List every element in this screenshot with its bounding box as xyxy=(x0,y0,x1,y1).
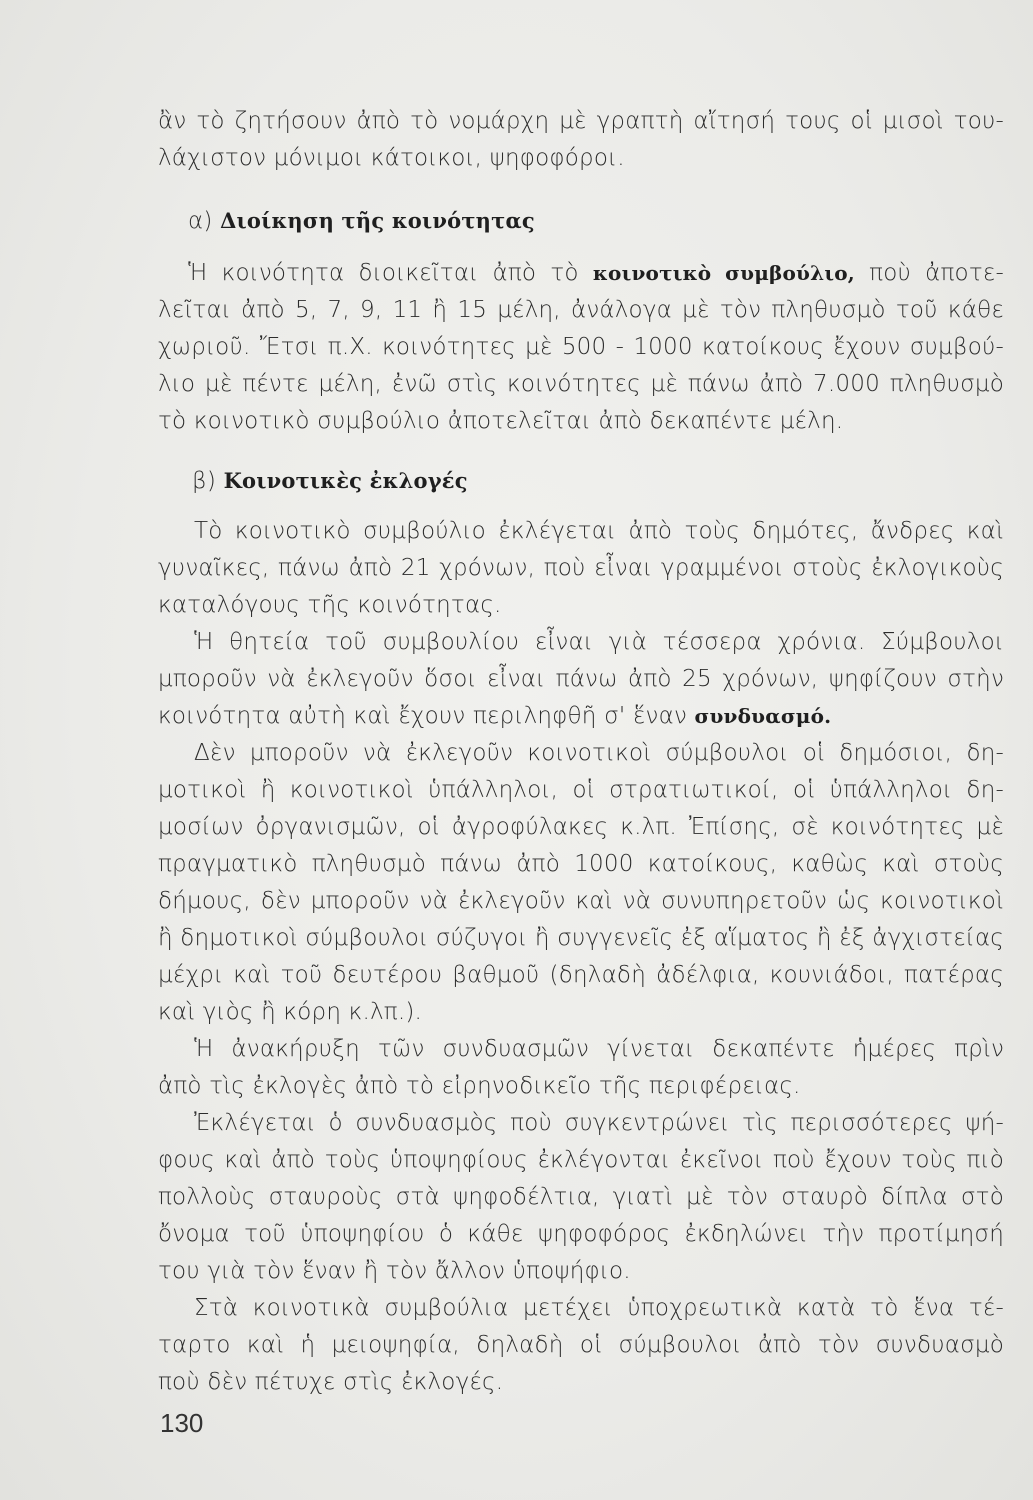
text-line: λιο μὲ πέντε μέλη, ἐνῶ στὶς κοινότητες μὲ πάνω ἀπὸ 7.000 πληθυσμὸ xyxy=(158,371,1004,397)
text-line: γυναῖκες, πάνω ἀπὸ 21 χρόνων, ποὺ εἶναι γραμμένοι στοὺς ἐκλογικοὺς xyxy=(158,555,1004,581)
key-term: συνδυασμό. xyxy=(694,704,832,728)
text-line: Τὸ κοινοτικὸ συμβούλιο ἐκλέγεται ἀπὸ τοὺς δημότες, ἄνδρες καὶ xyxy=(194,518,1004,544)
section-title: Διοίκηση τῆς κοινότητας xyxy=(220,208,535,233)
key-term: κοινοτικὸ συμβούλιο, xyxy=(592,261,855,285)
text-line: Δὲν μποροῦν νὰ ἐκλεγοῦν κοινοτικοὶ σύμβουλοι οἱ δημόσιοι, δη- xyxy=(194,740,1004,766)
page-number: 130 xyxy=(160,1408,204,1438)
text-line: μέχρι καὶ τοῦ δευτέρου βαθμοῦ (δηλαδὴ ἀδέλφια, κουνιάδοι, πατέρας xyxy=(158,962,1004,988)
text-line: δήμους, δὲν μποροῦν νὰ ἐκλεγοῦν καὶ νὰ συνυπηρετοῦν ὡς κοινοτικοὶ xyxy=(158,888,1004,914)
text-span: κοινότητα αὐτὴ καὶ ἔχουν περιληφθῆ σ' ἕναν xyxy=(158,703,687,729)
text-line: μοσίων ὀργανισμῶν, οἱ ἀγροφύλακες κ.λπ. Ἐπίσης, σὲ κοινότητες μὲ xyxy=(158,814,1004,840)
text-span: Ἡ κοινότητα διοικεῖται ἀπὸ τὸ xyxy=(188,260,579,286)
text-line: τὸ κοινοτικὸ συμβούλιο ἀποτελεῖται ἀπὸ δεκαπέντε μέλη. xyxy=(158,408,844,434)
text-line: ὄνομα τοῦ ὑποψηφίου ὁ κάθε ψηφοφόρος ἐκδηλώνει τὴν προτίμησή xyxy=(158,1221,1004,1247)
text-line xyxy=(158,703,831,729)
text-line: μποροῦν νὰ ἐκλεγοῦν ὅσοι εἶναι πάνω ἀπὸ 25 χρόνων, ψηφίζουν στὴν xyxy=(158,666,1004,692)
text-line: μοτικοὶ ἢ κοινοτικοὶ ὑπάλληλοι, οἱ στρατιωτικοί, οἱ ὑπάλληλοι δη- xyxy=(158,777,1004,803)
text-span: ποὺ ἀποτε- xyxy=(869,260,1005,286)
text-line: φους καὶ ἀπὸ τοὺς ὑποψηφίους ἐκλέγονται ἐκεῖνοι ποὺ ἔχουν τοὺς πιὸ xyxy=(158,1147,1004,1173)
text-line: καὶ γιὸς ἢ κόρη κ.λπ.). xyxy=(158,999,423,1025)
text-line: πραγματικὸ πληθυσμὸ πάνω ἀπὸ 1000 κατοίκους, καθὼς καὶ στοὺς xyxy=(158,851,1004,877)
section-heading-a xyxy=(188,208,535,234)
text-line: πολλοὺς σταυροὺς στὰ ψηφοδέλτια, γιατὶ μὲ τὸν σταυρὸ δίπλα στὸ xyxy=(158,1184,1004,1210)
section-label: α) xyxy=(188,208,213,234)
text-line xyxy=(188,260,1004,286)
text-line: Ἐκλέγεται ὁ συνδυασμὸς ποὺ συγκεντρώνει τὶς περισσότερες ψή- xyxy=(194,1110,1004,1136)
text-line: Ἡ ἀνακήρυξη τῶν συνδυασμῶν γίνεται δεκαπέντε ἡμέρες πρὶν xyxy=(194,1036,1004,1062)
text-line: Στὰ κοινοτικὰ συμβούλια μετέχει ὑποχρεωτικὰ κατὰ τὸ ἕνα τέ- xyxy=(194,1295,1004,1321)
text-line: ταρτο καὶ ἡ μειοψηφία, δηλαδὴ οἱ σύμβουλοι ἀπὸ τὸν συνδυασμὸ xyxy=(158,1332,1004,1358)
section-title: Κοινοτικὲς ἐκλογές xyxy=(223,468,468,493)
text-line: λεῖται ἀπὸ 5, 7, 9, 11 ἢ 15 μέλη, ἀνάλογα μὲ τὸν πληθυσμὸ τοῦ κάθε xyxy=(158,297,1004,323)
text-line: καταλόγους τῆς κοινότητας. xyxy=(158,592,502,618)
section-label: β) xyxy=(192,468,217,494)
text-line: λάχιστον μόνιμοι κάτοικοι, ψηφοφόροι. xyxy=(158,145,625,171)
text-line: του γιὰ τὸν ἕναν ἢ τὸν ἄλλον ὑποψήφιο. xyxy=(158,1258,631,1284)
text-line: ἀπὸ τὶς ἐκλογὲς ἀπὸ τὸ εἰρηνοδικεῖο τῆς περιφέρειας. xyxy=(158,1073,801,1099)
text-line: ἂν τὸ ζητήσουν ἀπὸ τὸ νομάρχη μὲ γραπτὴ αἴτησή τους οἱ μισοὶ του- xyxy=(158,108,1004,134)
text-line: ἢ δημοτικοὶ σύμβουλοι σύζυγοι ἢ συγγενεῖς ἐξ αἵματος ἢ ἐξ ἀγχιστείας xyxy=(158,925,1005,951)
section-heading-b xyxy=(192,468,468,494)
text-line: χωριοῦ. Ἔτσι π.Χ. κοινότητες μὲ 500 - 1000 κατοίκους ἔχουν συμβού- xyxy=(158,334,1004,360)
text-line: ποὺ δὲν πέτυχε στὶς ἐκλογές. xyxy=(158,1369,504,1395)
text-line: Ἡ θητεία τοῦ συμβουλίου εἶναι γιὰ τέσσερα χρόνια. Σύμβουλοι xyxy=(194,629,1004,655)
